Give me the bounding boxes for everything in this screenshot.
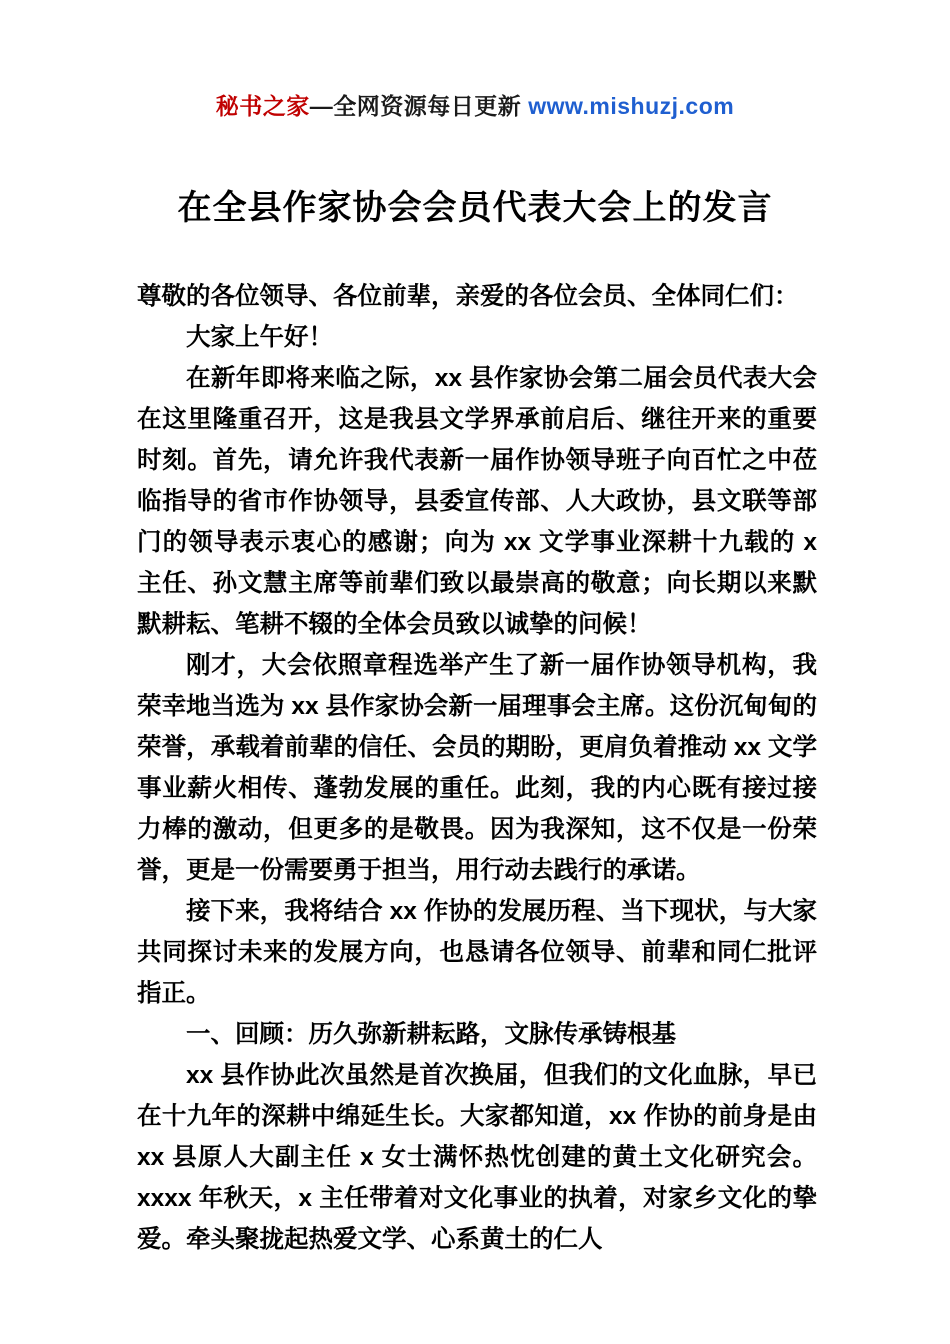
paragraph-outline: 接下来，我将结合 xx 作协的发展历程、当下现状，与大家共同探讨未来的发展方向，也恳请各位领导、前辈和同仁批评指正。 xyxy=(137,898,817,1007)
document-body xyxy=(137,276,817,1260)
watermark-url[interactable]: www.mishuzj.com xyxy=(528,93,735,119)
paragraph-greeting: 大家上午好！ xyxy=(186,324,333,351)
page-title: 在全县作家协会会员代表大会上的发言 xyxy=(177,189,773,227)
paragraph-salutation: 尊敬的各位领导、各位前辈，亲爱的各位会员、全体同仁们： xyxy=(137,283,799,310)
paragraph-history: xx 县作协此次虽然是首次换届，但我们的文化血脉，早已在十九年的深耕中绵延生长。大家都知道，xx 作协的前身是由 xx 县原人大副主任 x 女士满怀热忱创建的黄土文化研究会。xxxx 年秋天，x 主任带着对文化事业的执着，对家乡文化的挚爱。牵头聚拢起热爱文学、心系黄土的仁人 xyxy=(137,1062,817,1253)
watermark-brand: 秘书之家 xyxy=(215,93,310,119)
section-heading-one: 一、回顾：历久弥新耕耘路，文脉传承铸根基 xyxy=(186,1021,676,1048)
paragraph-election: 刚才，大会依照章程选举产生了新一届作协领导机构，我荣幸地当选为 xx 县作家协会新一届理事会主席。这份沉甸甸的荣誉，承载着前辈的信任、会员的期盼，更肩负着推动 xx 文学事业薪火相传、蓬勃发展的重任。此刻，我的内心既有接过接力棒的激动，但更多的是敬畏。因为我深知，这不仅是一份荣誉，更是一份需要勇于担当，用行动去践行的承诺。 xyxy=(137,652,817,884)
watermark-tagline: —全网资源每日更新 xyxy=(309,93,529,119)
paragraph-thanks: 在新年即将来临之际，xx 县作家协会第二届会员代表大会在这里隆重召开，这是我县文学界承前启后、继往开来的重要时刻。首先，请允许我代表新一届作协领导班子向百忙之中莅临指导的省市作协领导，县委宣传部、人大政协，县文联等部门的领导表示衷心的感谢；向为 xx 文学事业深耕十九载的 x 主任、孙文慧主席等前辈们致以最崇高的敬意；向长期以来默默耕耘、笔耕不辍的全体会员致以诚挚的问候！ xyxy=(137,365,817,638)
site-watermark xyxy=(0,88,950,121)
